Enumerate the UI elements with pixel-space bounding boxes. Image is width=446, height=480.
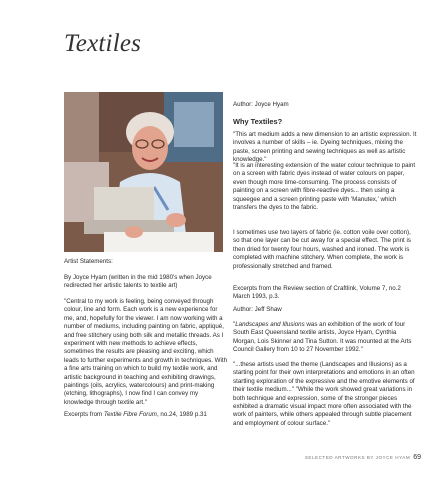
author-line: Author: Joyce Hyam: [233, 101, 289, 108]
paragraph: "Landscapes and Illusions was an exhibition of the work of four South East Queensland textile artists, Joyce Hyam, Cynthia Morgan, Lois Skinner and Tina Sutton. It was mounted at the Arts Council Gallery from 10 to 27 November 1992.": [233, 321, 412, 354]
artist-quote: "Central to my work is feeling, being conveyed through colour, line and form. Each work is a new experience for me, and, hopefully for the viewer. I am now working with a number of mediums, including painting on fabric, appliqué, and free stitchery using both silk and metallic threads. As I experiment with new methods to achieve effects, sometimes the results are pleasing and exciting, which leads to further experiments and growth in techniques. With a fine arts training on which to build my textile work, and artistic background in teaching and exhibiting drawings, paintings (oils, acrylics, watercolours) and print-making (etching, lithographs), I now find I can convey my knowledge through textile art.": [64, 298, 228, 406]
page-number: 69: [413, 454, 421, 461]
artist-statements-label: Artist Statements:: [64, 258, 113, 265]
artist-photo: [64, 92, 223, 252]
paragraph: I sometimes use two layers of fabric (ie. cotton voile over cotton), so that one layer can be cut away for a special effect. The print is then dried for twenty four hours, washed and ironed. The work is completed with machine stitchery. When complete, the work is professionally stretched and framed.: [233, 229, 411, 270]
review-source: Excerpts from the Review section of Craftlink, Volume 7, no.2 March 1993, p.3.: [233, 285, 401, 301]
page-footer: SELECTED ARTWORKS BY JOYCE HYAM 69: [304, 454, 421, 461]
page-title: Textiles: [64, 30, 142, 57]
author-line: Author: Jeff Shaw: [233, 306, 282, 313]
byline: By Joyce Hyam (written in the mid 1980's when Joyce redirected her artistic talents to textile art): [64, 274, 212, 290]
paragraph: "...these artists used the theme (Landscapes and Illusions) as a starting point for their own interpretations and emotions in an often startling exploration of the expressive and the emotive elements of their textile medium..." "While the work showed great variations in both technique and expression, some of the stronger pieces exhibited a dramatic visual impact more often associated with the work of painters, while others appealed through subtle placement and employment of colour surface.": [233, 361, 415, 427]
paragraph: "This art medium adds a new dimension to an artistic expression. It involves a number of skills – ie. Dyeing techniques, mixing the paste, screen printing and sewing techniques as well as artistic knowledge.": [233, 131, 417, 164]
source-citation: Excerpts from Textile Fibre Forum, no.24, 1989 p.31: [64, 411, 207, 418]
paragraph: "It is an interesting extension of the water colour technique to paint on a screen with fabric dyes instead of water colours on paper, even though more time-consuming. The process consists of painting on a screen with fibre-reactive dyes... then using a squeegee and a screen printing paste with 'Manutex,' which transfers the dyes to the fabric.: [233, 162, 416, 212]
section-heading: Why Textiles?: [233, 117, 283, 126]
